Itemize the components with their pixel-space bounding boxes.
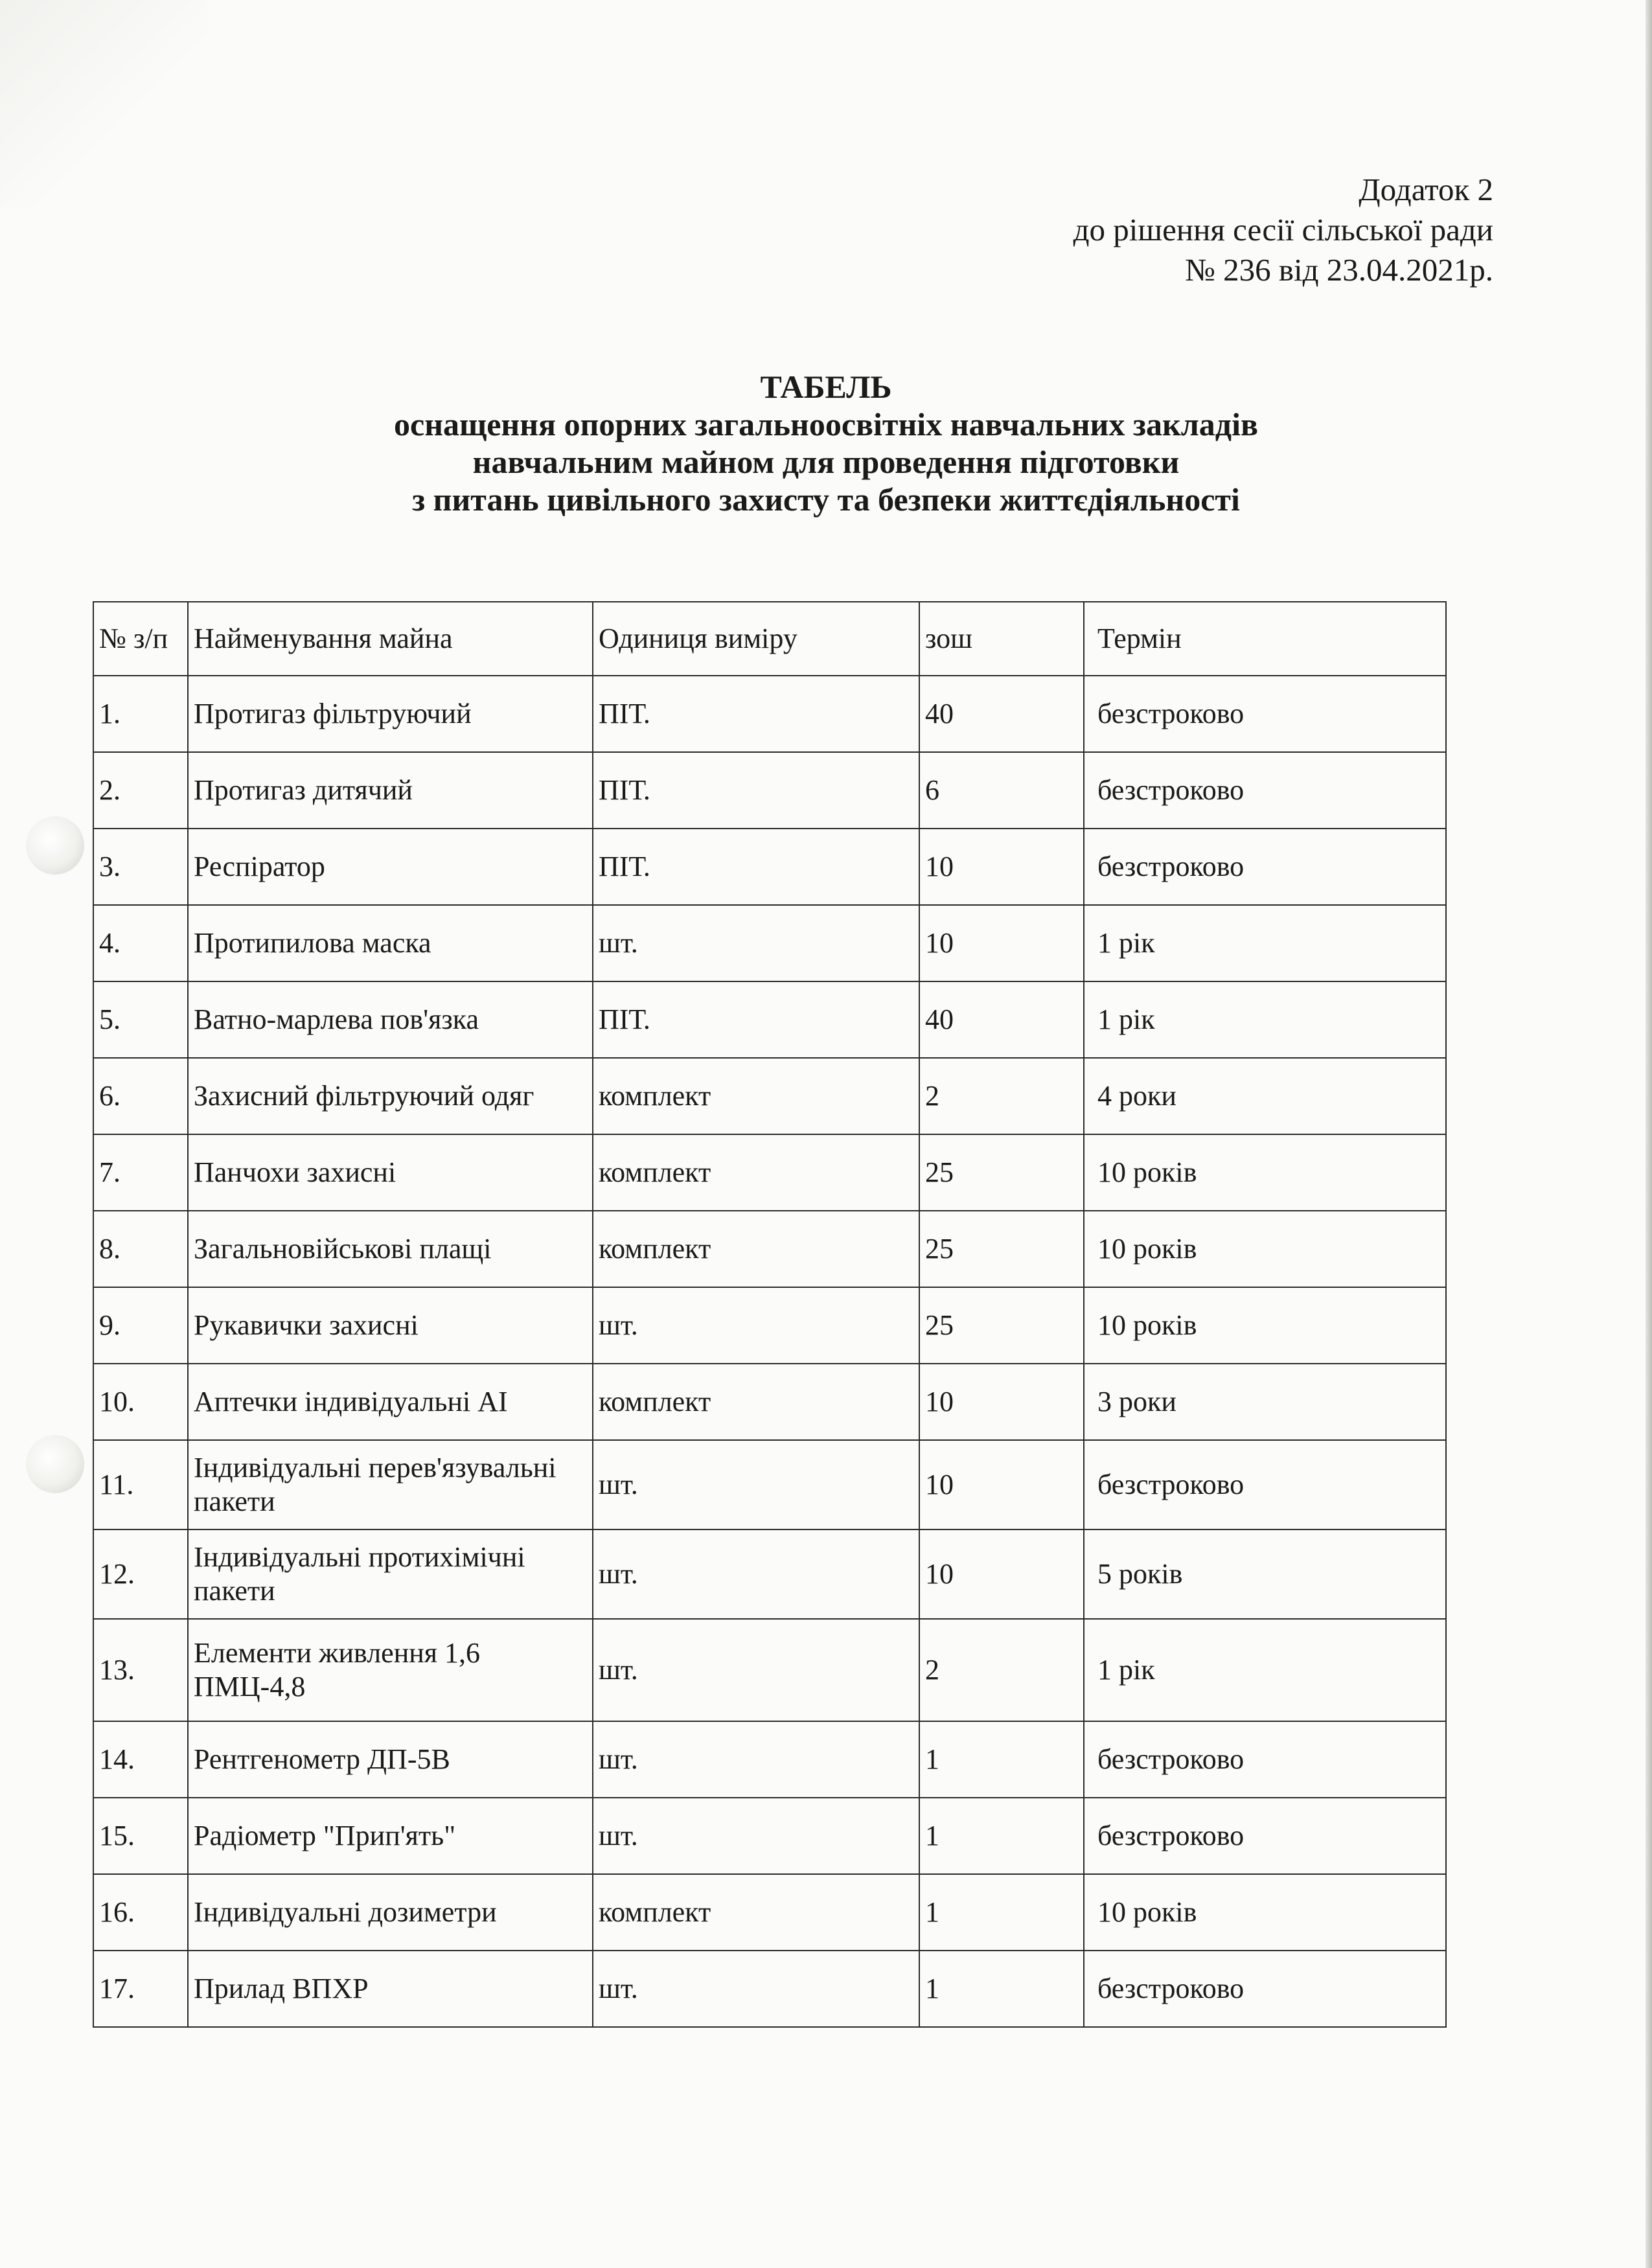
row-quantity: 10 <box>919 829 1084 905</box>
appendix-decision: до рішення сесії сільської ради <box>1073 212 1493 247</box>
table-row <box>93 1440 1446 1529</box>
row-item-name: Прилад ВПХР <box>188 1951 593 2027</box>
row-quantity: 10 <box>919 1364 1084 1440</box>
appendix-note <box>1073 170 1493 290</box>
row-unit: шт. <box>593 1287 919 1364</box>
row-unit: комплект <box>593 1364 919 1440</box>
title-line-4: з питань цивільного захисту та безпеки життєдіяльності <box>412 481 1240 518</box>
row-term: 10 років <box>1084 1211 1446 1287</box>
row-item-name: Індивідуальні дозиметри <box>188 1874 593 1951</box>
row-unit: шт. <box>593 905 919 981</box>
row-unit: комплект <box>593 1058 919 1134</box>
row-unit: шт. <box>593 1951 919 2027</box>
row-item-name: Рукавички захисні <box>188 1287 593 1364</box>
row-term: 10 років <box>1084 1134 1446 1211</box>
row-quantity: 1 <box>919 1721 1084 1798</box>
row-unit: шт. <box>593 1619 919 1721</box>
row-quantity: 40 <box>919 981 1084 1058</box>
table-row <box>93 1364 1446 1440</box>
row-term: 1 рік <box>1084 981 1446 1058</box>
row-item-name: Елементи живлення 1,6 ПМЦ-4,8 <box>188 1619 593 1721</box>
punch-hole <box>26 1435 84 1493</box>
row-number: 16. <box>93 1874 188 1951</box>
row-number: 15. <box>93 1798 188 1874</box>
row-item-name: Панчохи захисні <box>188 1134 593 1211</box>
row-unit: комплект <box>593 1134 919 1211</box>
header-num: № з/п <box>93 602 188 676</box>
row-number: 17. <box>93 1951 188 2027</box>
row-unit: шт. <box>593 1721 919 1798</box>
header-unit: Одиниця виміру <box>593 602 919 676</box>
table-row <box>93 829 1446 905</box>
row-item-name: Протигаз дитячий <box>188 752 593 829</box>
row-item-name: Респіратор <box>188 829 593 905</box>
title-main: ТАБЕЛЬ <box>760 369 892 405</box>
row-number: 5. <box>93 981 188 1058</box>
table-row <box>93 981 1446 1058</box>
row-item-name: Загальновійськові плащі <box>188 1211 593 1287</box>
punch-hole <box>26 816 84 875</box>
row-quantity: 1 <box>919 1874 1084 1951</box>
row-number: 6. <box>93 1058 188 1134</box>
row-unit: ПІТ. <box>593 676 919 752</box>
row-term: безстроково <box>1084 752 1446 829</box>
row-term: безстроково <box>1084 1798 1446 1874</box>
row-term: безстроково <box>1084 1721 1446 1798</box>
table-row <box>93 1874 1446 1951</box>
row-number: 14. <box>93 1721 188 1798</box>
row-number: 8. <box>93 1211 188 1287</box>
row-term: 5 років <box>1084 1529 1446 1619</box>
scan-edge-shadow <box>1646 0 1652 2268</box>
row-unit: комплект <box>593 1874 919 1951</box>
row-item-name: Радіометр "Прип'ять" <box>188 1798 593 1874</box>
table-row <box>93 1529 1446 1619</box>
row-quantity: 10 <box>919 905 1084 981</box>
row-quantity: 1 <box>919 1951 1084 2027</box>
row-quantity: 25 <box>919 1287 1084 1364</box>
row-term: безстроково <box>1084 829 1446 905</box>
row-item-name: Протигаз фільтруючий <box>188 676 593 752</box>
table-row <box>93 1619 1446 1721</box>
document-title <box>0 368 1652 518</box>
table-row <box>93 1721 1446 1798</box>
row-item-name: Рентгенометр ДП-5В <box>188 1721 593 1798</box>
row-quantity: 2 <box>919 1058 1084 1134</box>
row-number: 4. <box>93 905 188 981</box>
header-term: Термін <box>1084 602 1446 676</box>
row-unit: ПІТ. <box>593 829 919 905</box>
row-item-name: Ватно-марлева пов'язка <box>188 981 593 1058</box>
row-number: 13. <box>93 1619 188 1721</box>
row-quantity: 2 <box>919 1619 1084 1721</box>
row-quantity: 6 <box>919 752 1084 829</box>
row-number: 1. <box>93 676 188 752</box>
row-unit: шт. <box>593 1798 919 1874</box>
row-term: 10 років <box>1084 1874 1446 1951</box>
title-line-2: оснащення опорних загальноосвітніх навчальних закладів <box>394 406 1258 442</box>
equipment-table <box>93 601 1447 2028</box>
row-term: 1 рік <box>1084 1619 1446 1721</box>
row-quantity: 10 <box>919 1529 1084 1619</box>
row-item-name: Захисний фільтруючий одяг <box>188 1058 593 1134</box>
table-row <box>93 676 1446 752</box>
row-number: 11. <box>93 1440 188 1529</box>
row-unit: шт. <box>593 1529 919 1619</box>
row-number: 12. <box>93 1529 188 1619</box>
row-term: 3 роки <box>1084 1364 1446 1440</box>
row-item-name: Індивідуальні перев'язувальні пакети <box>188 1440 593 1529</box>
table-row <box>93 1951 1446 2027</box>
table-row <box>93 905 1446 981</box>
row-quantity: 10 <box>919 1440 1084 1529</box>
row-term: безстроково <box>1084 1951 1446 2027</box>
row-number: 3. <box>93 829 188 905</box>
appendix-number-date: № 236 від 23.04.2021р. <box>1185 252 1493 288</box>
row-item-name: Протипилова маска <box>188 905 593 981</box>
row-term: безстроково <box>1084 1440 1446 1529</box>
table-header-row <box>93 602 1446 676</box>
row-term: 10 років <box>1084 1287 1446 1364</box>
row-number: 2. <box>93 752 188 829</box>
row-quantity: 25 <box>919 1211 1084 1287</box>
header-name: Найменування майна <box>188 602 593 676</box>
appendix-title: Додаток 2 <box>1359 172 1493 207</box>
row-quantity: 25 <box>919 1134 1084 1211</box>
row-unit: шт. <box>593 1440 919 1529</box>
table-row <box>93 752 1446 829</box>
row-unit: ПІТ. <box>593 752 919 829</box>
row-unit: комплект <box>593 1211 919 1287</box>
table-row <box>93 1211 1446 1287</box>
row-item-name: Аптечки індивідуальні АІ <box>188 1364 593 1440</box>
row-quantity: 40 <box>919 676 1084 752</box>
row-term: безстроково <box>1084 676 1446 752</box>
title-line-3: навчальним майном для проведення підготовки <box>472 444 1180 480</box>
row-term: 1 рік <box>1084 905 1446 981</box>
scan-fold-shadow <box>0 0 207 207</box>
row-number: 7. <box>93 1134 188 1211</box>
table-row <box>93 1058 1446 1134</box>
row-number: 9. <box>93 1287 188 1364</box>
table-row <box>93 1134 1446 1211</box>
header-qty: зош <box>919 602 1084 676</box>
row-term: 4 роки <box>1084 1058 1446 1134</box>
row-unit: ПІТ. <box>593 981 919 1058</box>
table-row <box>93 1798 1446 1874</box>
row-quantity: 1 <box>919 1798 1084 1874</box>
table-row <box>93 1287 1446 1364</box>
row-number: 10. <box>93 1364 188 1440</box>
row-item-name: Індивідуальні протихімічні пакети <box>188 1529 593 1619</box>
